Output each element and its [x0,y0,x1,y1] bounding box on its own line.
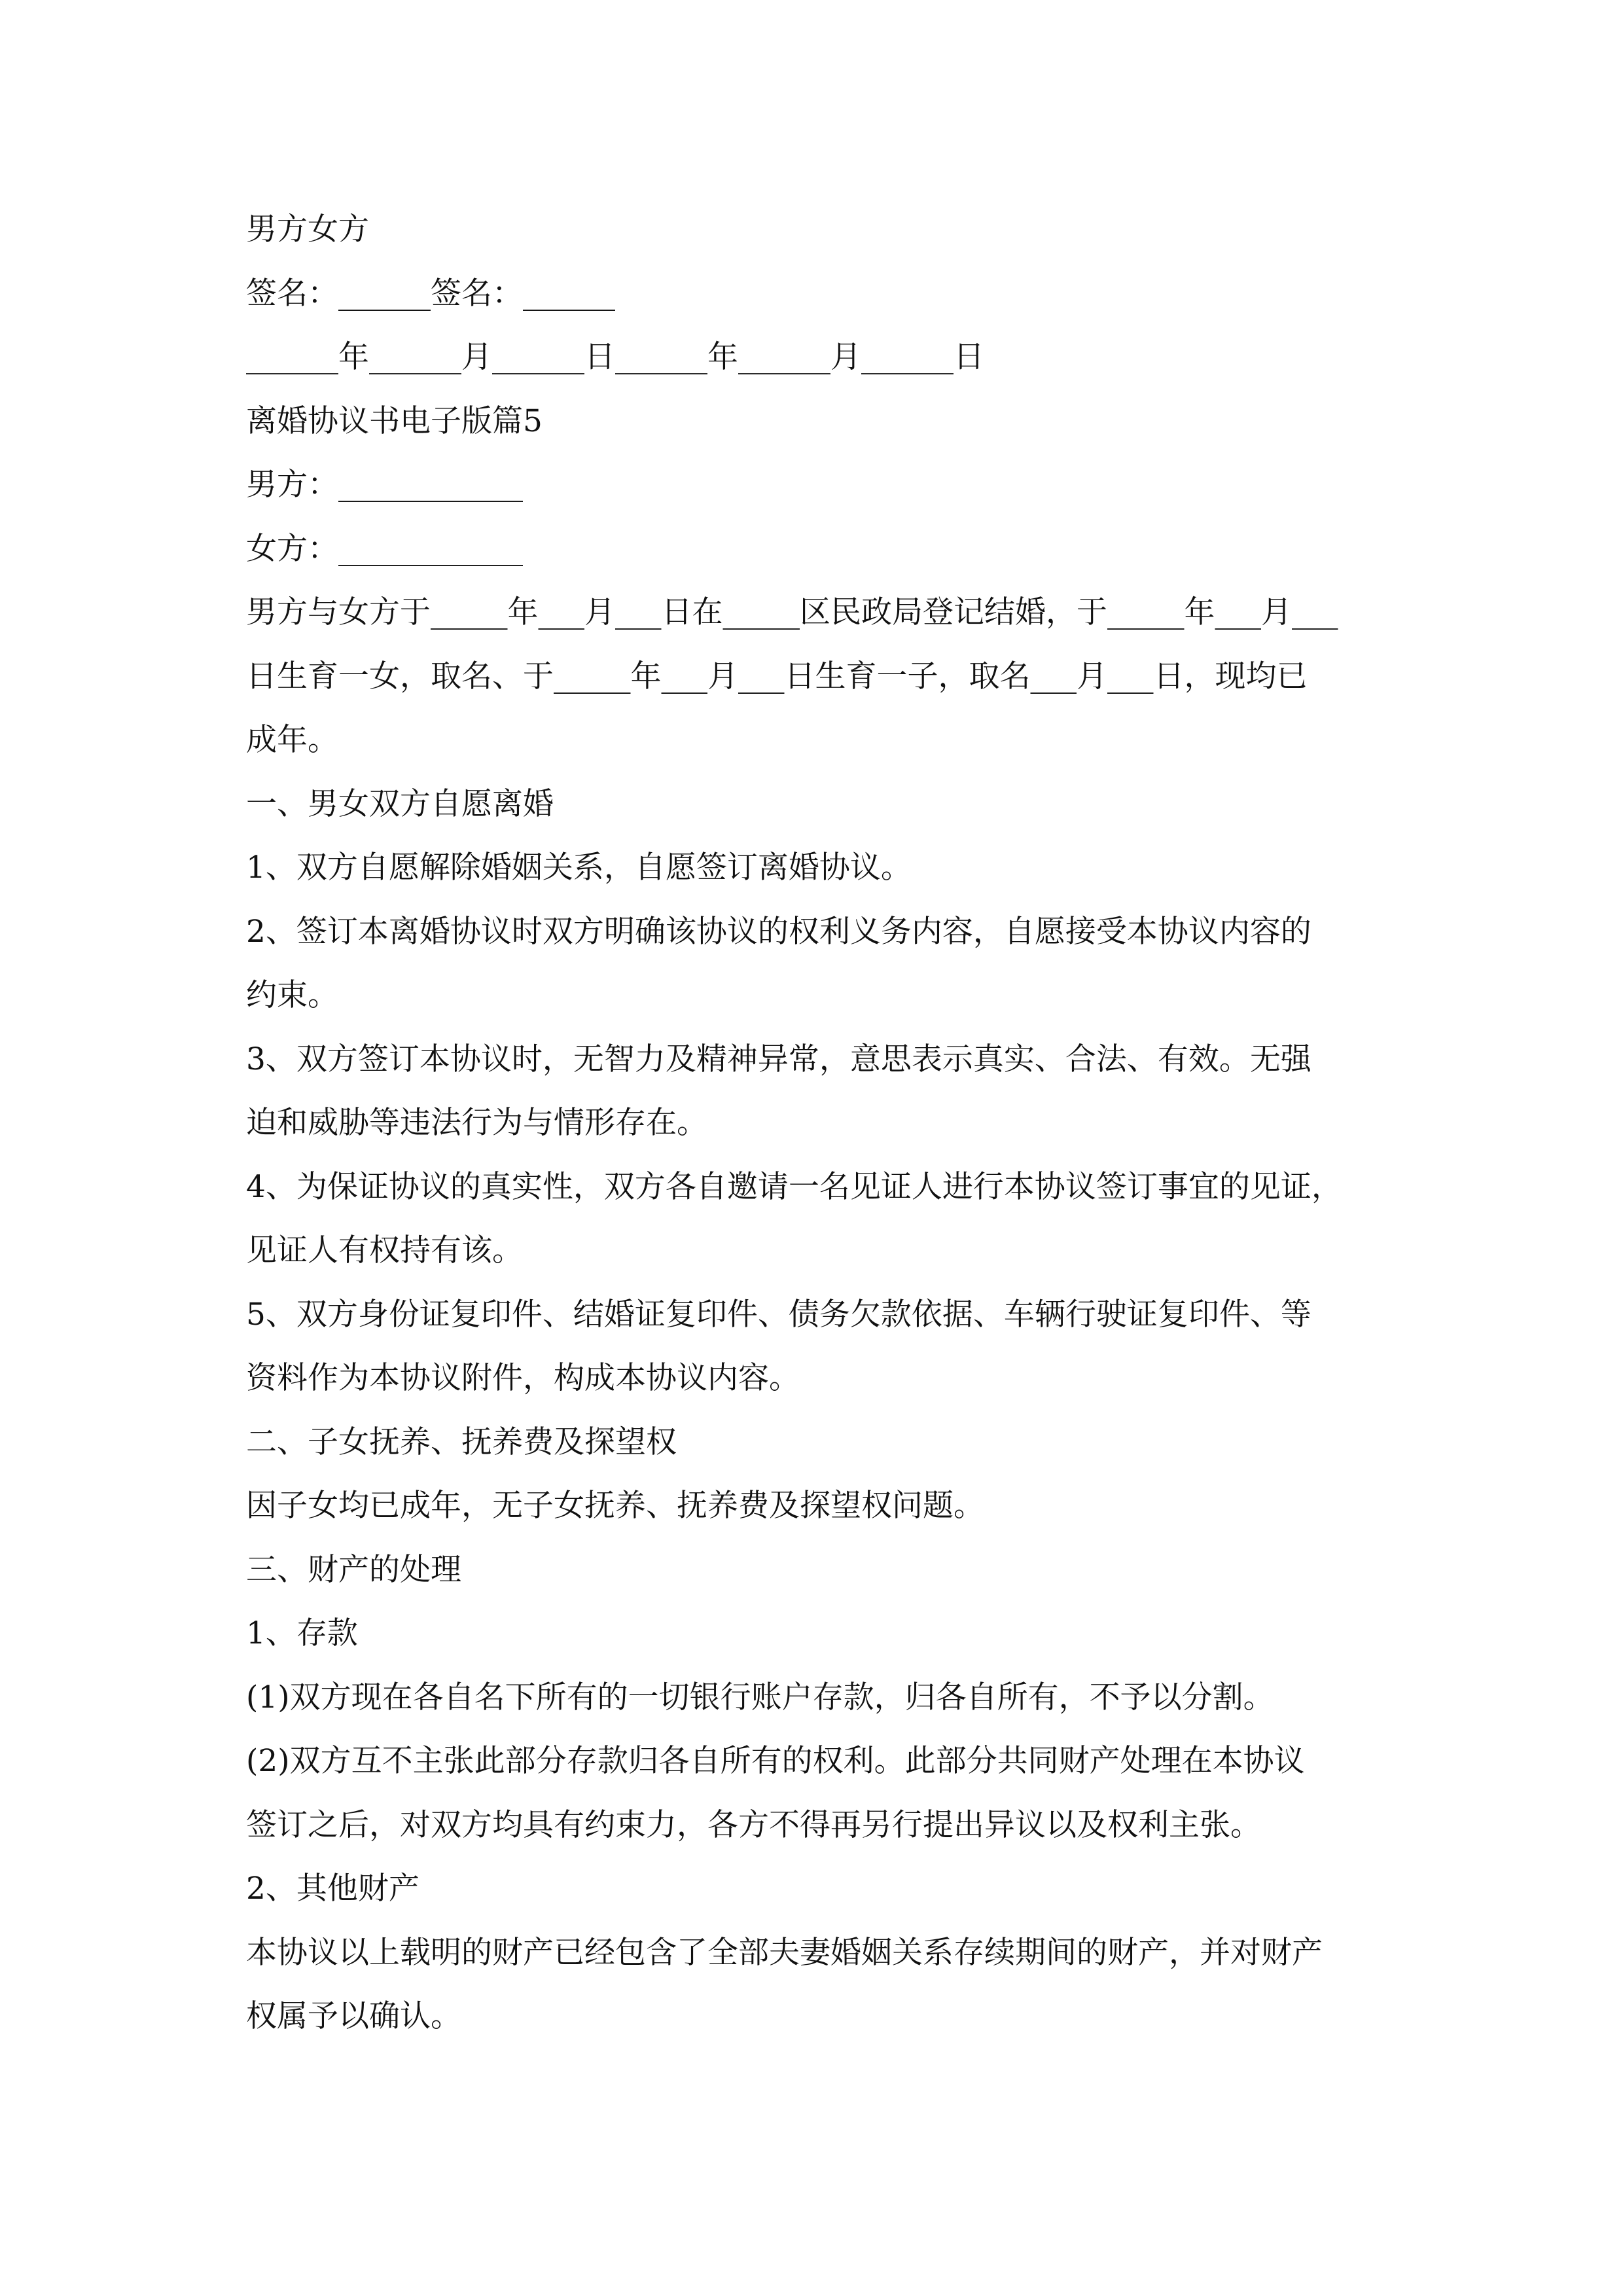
clause-item: 1、双方自愿解除婚姻关系，自愿签订离婚协议。 [246,850,912,886]
clause-item: 3、双方签订本协议时，无智力及精神异常，意思表示真实、合法、有效。无强 [246,1041,1311,1077]
signature-line: 签名：______签名：______ [246,275,615,312]
paragraph-line: 男方与女方于_____年___月___日在_____区民政局登记结婚，于_____年___月___ [246,594,1338,630]
clause-subheading: 2、其他财产 [246,1871,419,1907]
clause-item: 因子女均已成年，无子女抚养、抚养费及探望权问题。 [246,1488,984,1524]
male-party-field: 男方：____________ [246,467,523,503]
clause-item: 权属予以确认。 [246,1998,461,2034]
clause-heading: 一、男女双方自愿离婚 [246,785,554,822]
clause-item: 4、为保证协议的真实性，双方各自邀请一名见证人进行本协议签订事宜的见证， [246,1168,1342,1205]
section-title: 离婚协议书电子版篇5 [246,403,543,439]
clause-item: 见证人有权持有该。 [246,1232,523,1268]
clause-item: 本协议以上载明的财产已经包含了全部夫妻婚姻关系存续期间的财产，并对财产 [246,1934,1323,1971]
party-labels: 男方女方 [246,211,369,247]
clause-item: 2、签订本离婚协议时双方明确该协议的权利义务内容，自愿接受本协议内容的 [246,913,1311,950]
clause-item: 约束。 [246,977,338,1013]
clause-heading: 三、财产的处理 [246,1551,461,1588]
clause-item: 5、双方身份证复印件、结婚证复印件、债务欠款依据、车辆行驶证复印件、等 [246,1296,1311,1333]
clause-subheading: 1、存款 [246,1615,358,1651]
date-line: ______年______月______日______年______月______日 [246,339,984,375]
paragraph-line: 成年。 [246,722,338,758]
clause-item: 迫和威胁等违法行为与情形存在。 [246,1105,707,1141]
clause-item: (1)双方现在各自名下所有的一切银行账户存款，归各自所有，不予以分割。 [246,1679,1274,1715]
clause-heading: 二、子女抚养、抚养费及探望权 [246,1424,677,1460]
clause-item: 签订之后，对双方均具有约束力，各方不得再另行提出异议以及权利主张。 [246,1806,1261,1843]
document-body [246,198,1385,2049]
paragraph-line: 日生育一女，取名、于_____年___月___日生育一子，取名___月___日，现均已 [246,658,1308,694]
female-party-field: 女方：____________ [246,530,523,567]
clause-item: 资料作为本协议附件，构成本协议内容。 [246,1360,800,1396]
clause-item: (2)双方互不主张此部分存款归各自所有的权利。此部分共同财产处理在本协议 [246,1743,1305,1779]
